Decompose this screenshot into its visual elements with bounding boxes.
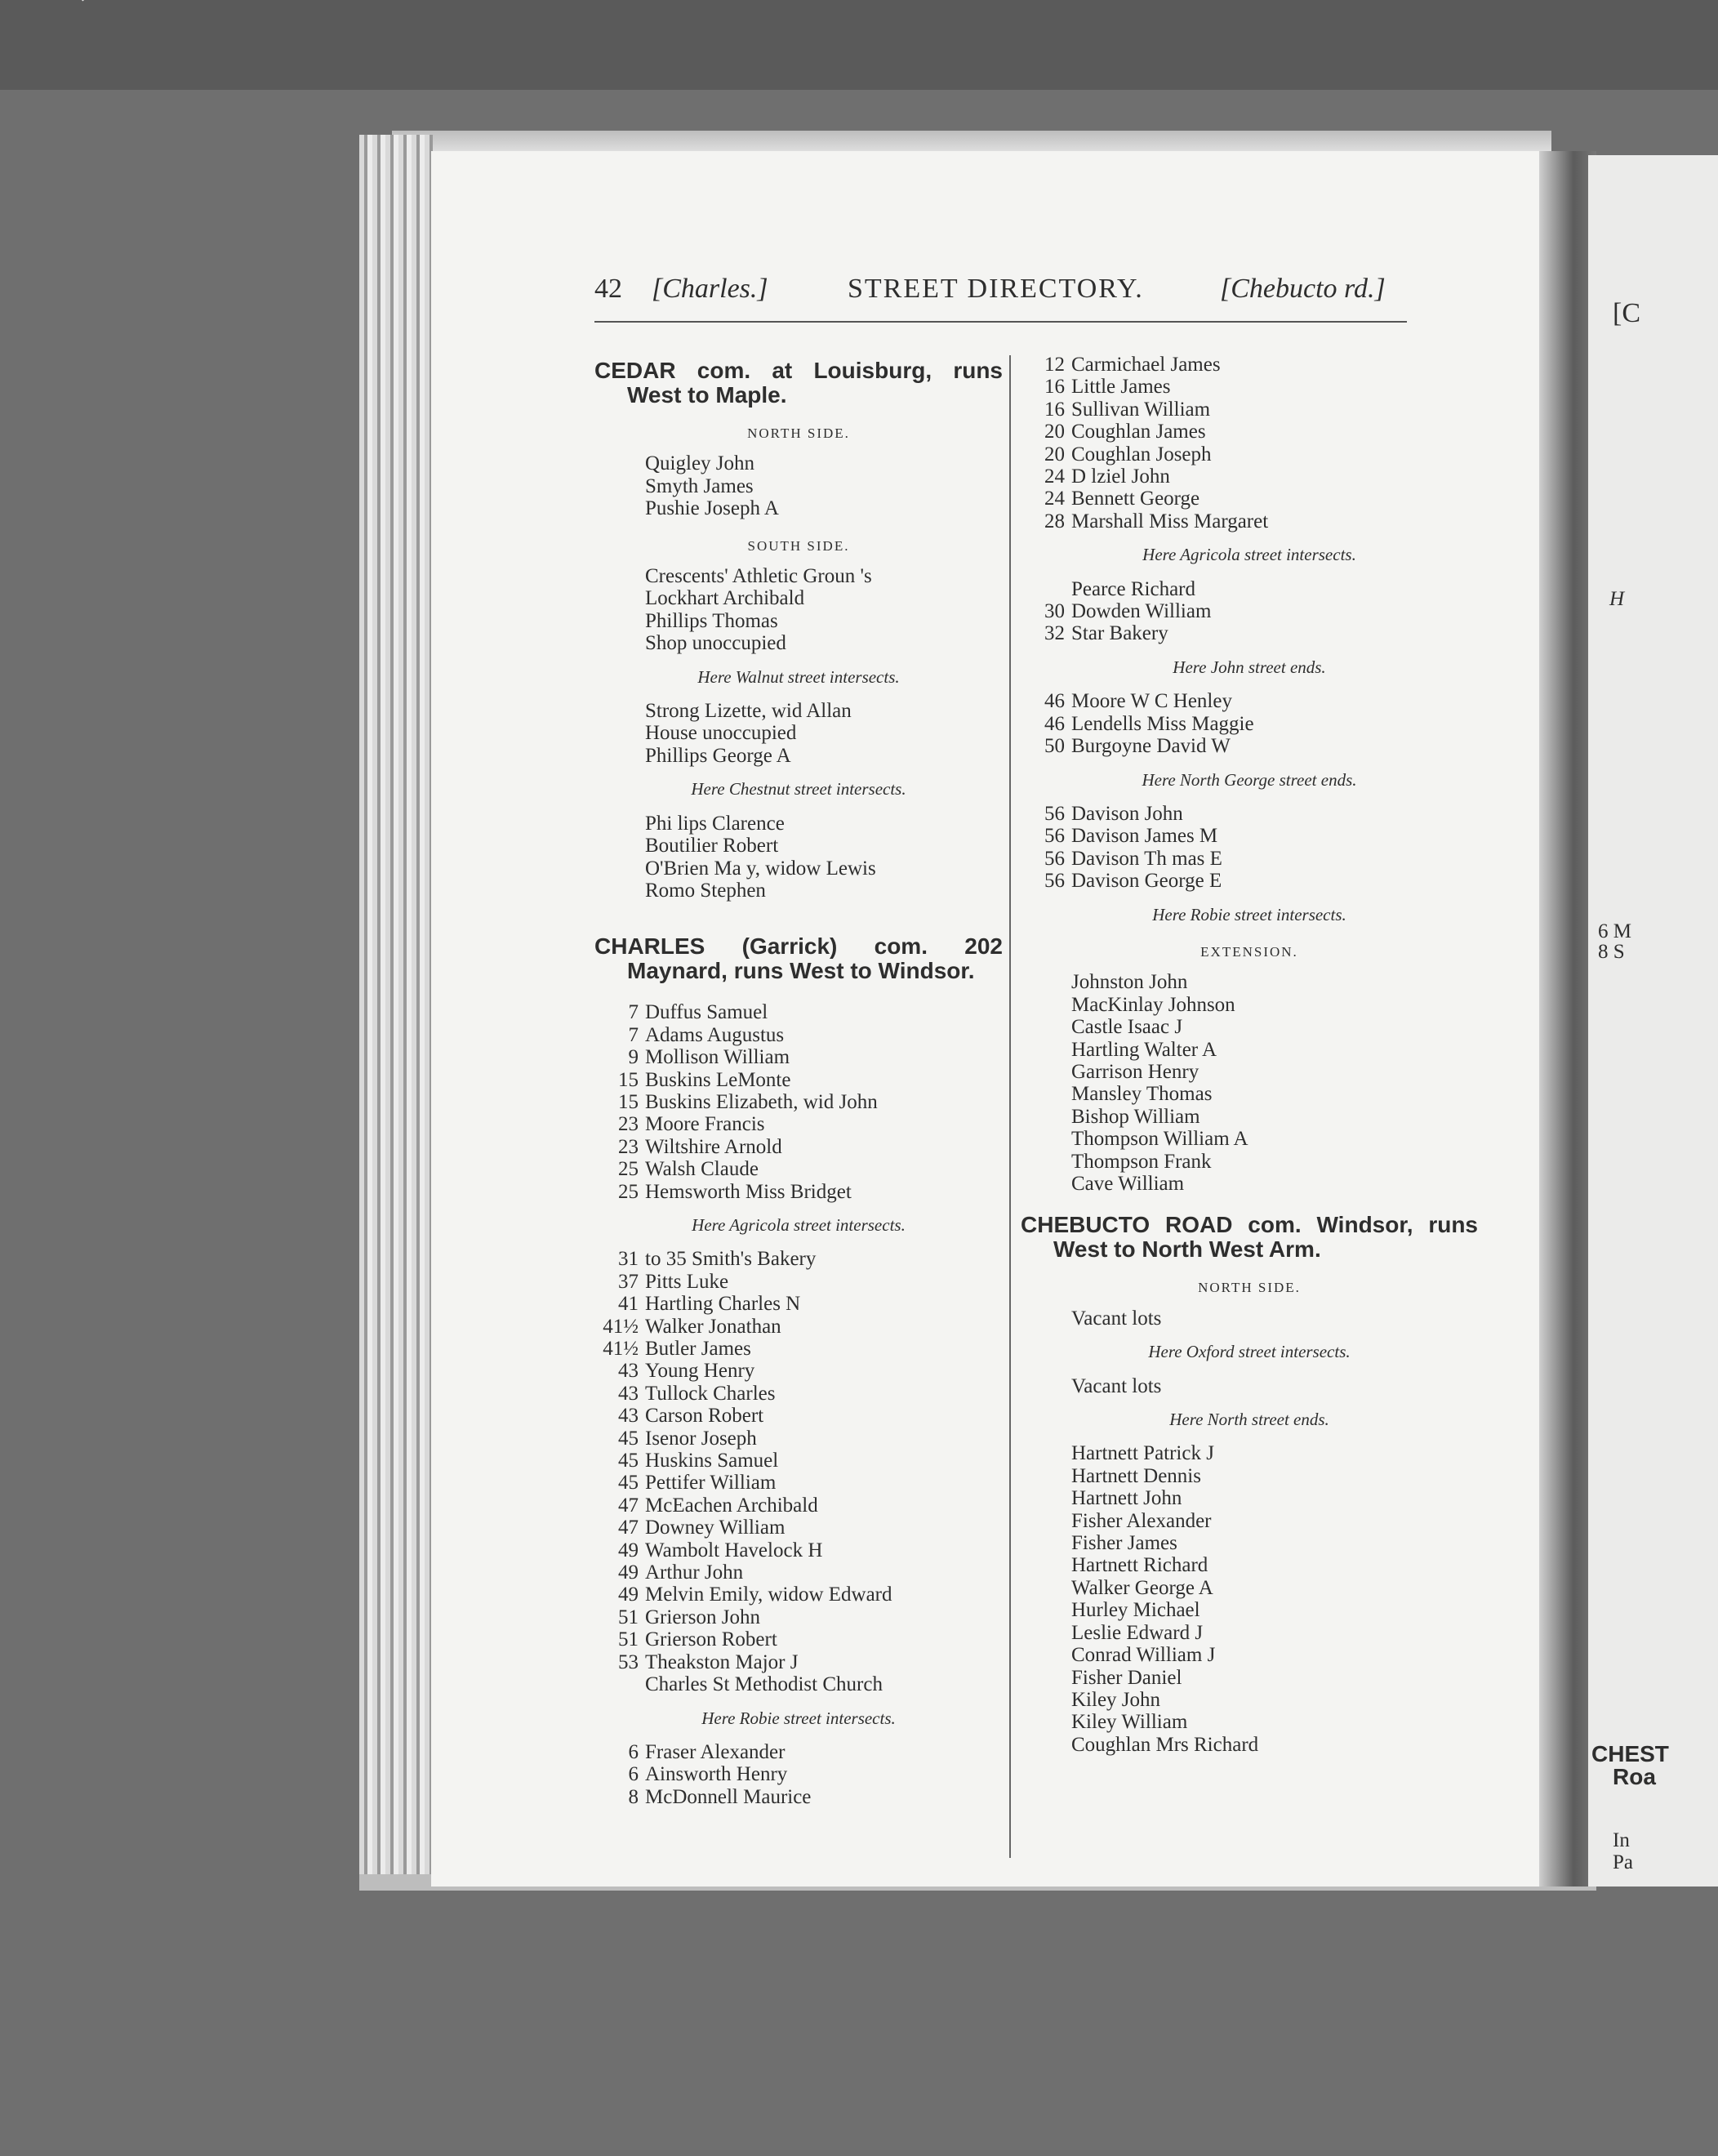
list-item [594,1360,1003,1382]
house-number: 45 [618,1450,639,1472]
resident-name: Burgoyne David W [1071,735,1231,758]
house-number: 51 [618,1606,639,1628]
house-number: 8 [628,1785,639,1808]
list-item [594,1628,1003,1650]
list-item: Vacant lots [1071,1374,1162,1397]
house-number: 25 [618,1180,639,1203]
list-item [594,1316,1003,1338]
list-item [1021,443,1478,466]
house-number: 56 [1044,847,1065,870]
list-item: Boutilier Robert [645,835,779,858]
side-label: SOUTH SIDE. [747,537,850,554]
house-number: 30 [1044,600,1065,623]
resident-name: Davison Th mas E [1071,847,1222,870]
list-item: Romo Stephen [645,879,766,902]
house-number: 12 [1044,354,1065,376]
house-number: 47 [618,1517,639,1539]
list-item: Kiley John [1071,1688,1161,1711]
list-item [1021,578,1478,600]
list-item: Shop unoccupied [645,632,786,655]
resident-name: Ainsworth Henry [645,1763,788,1786]
next-page-text: Pa [1613,1851,1633,1873]
house-number: 28 [1044,510,1065,532]
list-item: Hartnett Dennis [1071,1464,1201,1487]
list-item: Hartling Walter A [1071,1038,1217,1061]
resident-name: Adams Augustus [645,1023,785,1046]
list-item [594,1494,1003,1517]
right-column [1021,354,1478,1756]
list-item [594,1450,1003,1472]
street-heading-charles: CHARLES (Garrick) com. 202 Maynard, runs West to Windsor. [594,933,1003,984]
resident-name: McEachen Archibald [645,1494,818,1517]
list-item [594,1069,1003,1091]
list-item [594,1763,1003,1785]
house-number: 46 [1044,712,1065,735]
resident-name: Little James [1071,376,1171,399]
list-item: Mansley Thomas [1071,1083,1213,1106]
page-number: 42 [594,274,622,304]
next-page-fragment [1588,155,1718,1886]
next-page-text: 8 S [1598,941,1625,963]
entry-list [1021,1442,1478,1756]
house-number: 45 [618,1427,639,1450]
list-item [1021,848,1478,870]
list-item: Conrad William J [1071,1644,1216,1667]
side-label: EXTENSION. [1200,943,1298,960]
list-item [594,1293,1003,1315]
resident-name: Tullock Charles [645,1382,776,1405]
book-page-edges [359,135,433,1874]
resident-name: Hartling Charles N [645,1293,801,1316]
list-item [594,1651,1003,1673]
list-item [594,1517,1003,1539]
house-number: 49 [618,1584,639,1606]
list-item: Phi lips Clarence [645,812,785,835]
list-item: Vacant lots [1071,1307,1162,1330]
intersection-note: Here North George street ends. [1142,769,1357,790]
list-item [594,1539,1003,1561]
list-item: MacKinlay Johnson [1071,993,1235,1016]
intersection-note: Here Walnut street intersects. [697,666,900,687]
list-item [594,1113,1003,1135]
house-number: 7 [628,1001,639,1024]
resident-name: Mollison William [645,1046,790,1069]
resident-name: Sullivan William [1071,398,1211,421]
resident-name: Marshall Miss Margaret [1071,510,1269,532]
intersection-note: Here Agricola street intersects. [1142,545,1356,565]
house-number: 31 [618,1248,639,1271]
house-number: 32 [1044,622,1065,645]
list-item: O'Brien Ma y, widow Lewis [645,857,876,880]
list-item [1021,376,1478,398]
list-item: Lockhart Archibald [645,587,805,610]
left-column [594,354,1003,1808]
list-item [1021,488,1478,510]
list-item [1021,399,1478,421]
list-item [1021,803,1478,825]
house-number: 43 [618,1382,639,1405]
list-item [594,1405,1003,1427]
entry-list [594,813,1003,902]
list-item: Quigley John [645,452,755,475]
page-title: STREET DIRECTORY. [848,274,1144,304]
house-number: 24 [1044,466,1065,488]
house-number: 6 [628,1763,639,1786]
intersection-note: Here North street ends. [1169,1410,1329,1430]
spacer [594,988,1003,1001]
entry-list [594,452,1003,519]
next-page-text: H [1609,588,1625,610]
list-item: Pushie Joseph A [645,497,779,520]
list-item [594,1181,1003,1203]
list-item: Cave William [1071,1173,1185,1195]
resident-name: Pettifer William [645,1472,777,1494]
list-item: Coughlan Mrs Richard [1071,1733,1259,1756]
next-page-text: In [1613,1829,1630,1851]
list-item [594,1673,1003,1695]
house-number: 49 [618,1561,639,1584]
house-number: 41½ [603,1315,639,1338]
resident-name: Moore Francis [645,1113,765,1136]
entry-list [594,565,1003,655]
list-item: Walker George A [1071,1576,1213,1599]
resident-name: Davison John [1071,802,1183,825]
list-item [1021,421,1478,443]
house-number: 56 [1044,825,1065,848]
list-item [594,1271,1003,1293]
spacer [1021,1195,1478,1208]
next-page-text: CHEST [1591,1741,1669,1766]
next-page-text: 6 M [1598,920,1631,942]
list-item [594,1472,1003,1494]
right-running-head: [Chebucto rd.] [1220,274,1386,304]
entry-list [1021,803,1478,893]
intersection-note: Here Robie street intersects. [1152,904,1346,924]
entry-list [1021,578,1478,645]
list-item: House unoccupied [645,722,797,745]
resident-name: Davison George E [1071,870,1222,893]
entry-list [594,1248,1003,1695]
house-number: 43 [618,1405,639,1428]
list-item [594,1091,1003,1113]
house-number: 53 [618,1650,639,1673]
resident-name: to 35 Smith's Bakery [645,1248,817,1271]
list-item [594,1136,1003,1158]
resident-name: Young Henry [645,1360,755,1383]
list-item: Johnston John [1071,971,1188,994]
list-item: Kiley William [1071,1711,1188,1734]
column-divider [1009,355,1011,1858]
resident-name: Lendells Miss Maggie [1071,712,1254,735]
house-number: 41½ [603,1338,639,1360]
list-item: Hurley Michael [1071,1599,1200,1622]
house-number: 16 [1044,398,1065,421]
resident-name: Bennett George [1071,488,1200,510]
resident-name: Grierson Robert [645,1628,777,1651]
resident-name: Coughlan Joseph [1071,443,1212,466]
list-item [1021,510,1478,532]
resident-name: Hemsworth Miss Bridget [645,1180,852,1203]
list-item [1021,622,1478,644]
resident-name: Charles St Methodist Church [645,1673,883,1696]
entry-list [594,1741,1003,1808]
list-item [594,1248,1003,1270]
resident-name: Star Bakery [1071,622,1168,645]
list-item: Crescents' Athletic Groun 's [645,565,872,588]
list-item: Phillips George A [645,744,791,767]
house-number: 43 [618,1360,639,1383]
list-item [594,1046,1003,1068]
list-item [594,1383,1003,1405]
list-item: Leslie Edward J [1071,1621,1204,1644]
header-rule [594,321,1407,323]
resident-name: Pitts Luke [645,1270,729,1293]
side-label: NORTH SIDE. [1198,1280,1301,1296]
resident-name: Carmichael James [1071,354,1221,376]
resident-name: Wiltshire Arnold [645,1135,782,1158]
house-number: 50 [1044,735,1065,758]
intersection-note: Here John street ends. [1173,657,1326,677]
list-item: Phillips Thomas [645,609,778,632]
resident-name: Davison James M [1071,825,1218,848]
house-number: 24 [1044,488,1065,510]
list-item: Thompson William A [1071,1128,1248,1151]
list-item [1021,690,1478,712]
next-page-text: Roa [1613,1764,1656,1789]
list-item [594,1001,1003,1023]
list-item [594,1741,1003,1763]
entry-list [594,700,1003,767]
spacer [594,902,1003,929]
resident-name: McDonnell Maurice [645,1785,812,1808]
list-item: Hartnett Richard [1071,1554,1208,1577]
intersection-note: Here Chestnut street intersects. [691,779,906,800]
resident-name: Huskins Samuel [645,1450,779,1472]
list-item [1021,735,1478,757]
resident-name: Buskins Elizabeth, wid John [645,1090,878,1113]
list-item [594,1428,1003,1450]
list-item: Fisher Alexander [1071,1509,1212,1532]
resident-name: Buskins LeMonte [645,1068,791,1091]
resident-name: Grierson John [645,1606,760,1628]
list-item [594,1158,1003,1180]
entry-list [1021,354,1478,532]
resident-name: Downey William [645,1517,786,1539]
list-item: Fisher James [1071,1532,1177,1555]
side-label: NORTH SIDE. [747,425,850,441]
list-item [1021,354,1478,376]
list-item [594,1606,1003,1628]
left-running-head: [Charles.] [652,274,768,304]
entry-list [594,1001,1003,1203]
house-number: 9 [628,1046,639,1069]
resident-name: Walker Jonathan [645,1315,781,1338]
resident-name: Walsh Claude [645,1158,759,1181]
house-number: 37 [618,1270,639,1293]
house-number: 16 [1044,376,1065,399]
list-item: Hartnett Patrick J [1071,1442,1214,1465]
list-item [1021,713,1478,735]
resident-name: Wambolt Havelock H [645,1539,823,1561]
list-item: Garrison Henry [1071,1060,1199,1083]
resident-name: Butler James [645,1338,751,1360]
resident-name: Coughlan James [1071,421,1206,443]
list-item: Hartnett John [1071,1487,1182,1510]
house-number: 20 [1044,443,1065,466]
house-number: 6 [628,1740,639,1763]
list-item: Smyth James [645,474,754,497]
resident-name: Theakston Major J [645,1650,799,1673]
list-item [594,1584,1003,1606]
resident-name: Arthur John [645,1561,744,1584]
list-item: Strong Lizette, wid Allan [645,700,852,723]
list-item [1021,600,1478,622]
list-item: Castle Isaac J [1071,1016,1183,1039]
house-number: 46 [1044,690,1065,713]
resident-name: Isenor Joseph [645,1427,757,1450]
resident-name: Dowden William [1071,600,1212,623]
house-number: 7 [628,1023,639,1046]
resident-name: Duffus Samuel [645,1001,768,1024]
intersection-note: Here Oxford street intersects. [1148,1342,1351,1362]
house-number: 56 [1044,870,1065,893]
list-item [1021,870,1478,892]
resident-name: Fraser Alexander [645,1740,786,1763]
list-item [594,1024,1003,1046]
entry-list [1021,690,1478,757]
house-number: 20 [1044,421,1065,443]
list-item [594,1786,1003,1808]
resident-name: Carson Robert [645,1405,764,1428]
house-number: 45 [618,1472,639,1494]
list-item: Thompson Frank [1071,1150,1212,1173]
street-heading-chebucto: CHEBUCTO ROAD com. Windsor, runs West to North West Arm. [1021,1212,1478,1263]
house-number: 23 [618,1113,639,1136]
house-number: 15 [618,1090,639,1113]
resident-name: Melvin Emily, widow Edward [645,1584,892,1606]
house-number: 41 [618,1293,639,1316]
house-number: 15 [618,1068,639,1091]
house-number: 56 [1044,802,1065,825]
list-item [594,1561,1003,1584]
house-number: 25 [618,1158,639,1181]
resident-name: D lziel John [1071,466,1170,488]
resident-name: Moore W C Henley [1071,690,1232,713]
list-item [1021,825,1478,847]
list-item: Bishop William [1071,1105,1200,1128]
next-page-text: [C [1613,298,1640,328]
house-number: 51 [618,1628,639,1651]
resident-name: Pearce Richard [1071,577,1196,600]
street-heading-cedar: CEDAR com. at Louisburg, runs West to Maple. [594,358,1003,408]
intersection-note: Here Agricola street intersects. [692,1214,906,1235]
house-number: 49 [618,1539,639,1561]
scan-background-top [0,0,1718,90]
house-number: 47 [618,1494,639,1517]
list-item: Fisher Daniel [1071,1666,1182,1689]
house-number: 23 [618,1135,639,1158]
list-item [594,1338,1003,1360]
directory-page [431,151,1550,1886]
entry-list [1021,971,1478,1195]
intersection-note: Here Robie street intersects. [701,1708,896,1728]
list-item [1021,466,1478,488]
